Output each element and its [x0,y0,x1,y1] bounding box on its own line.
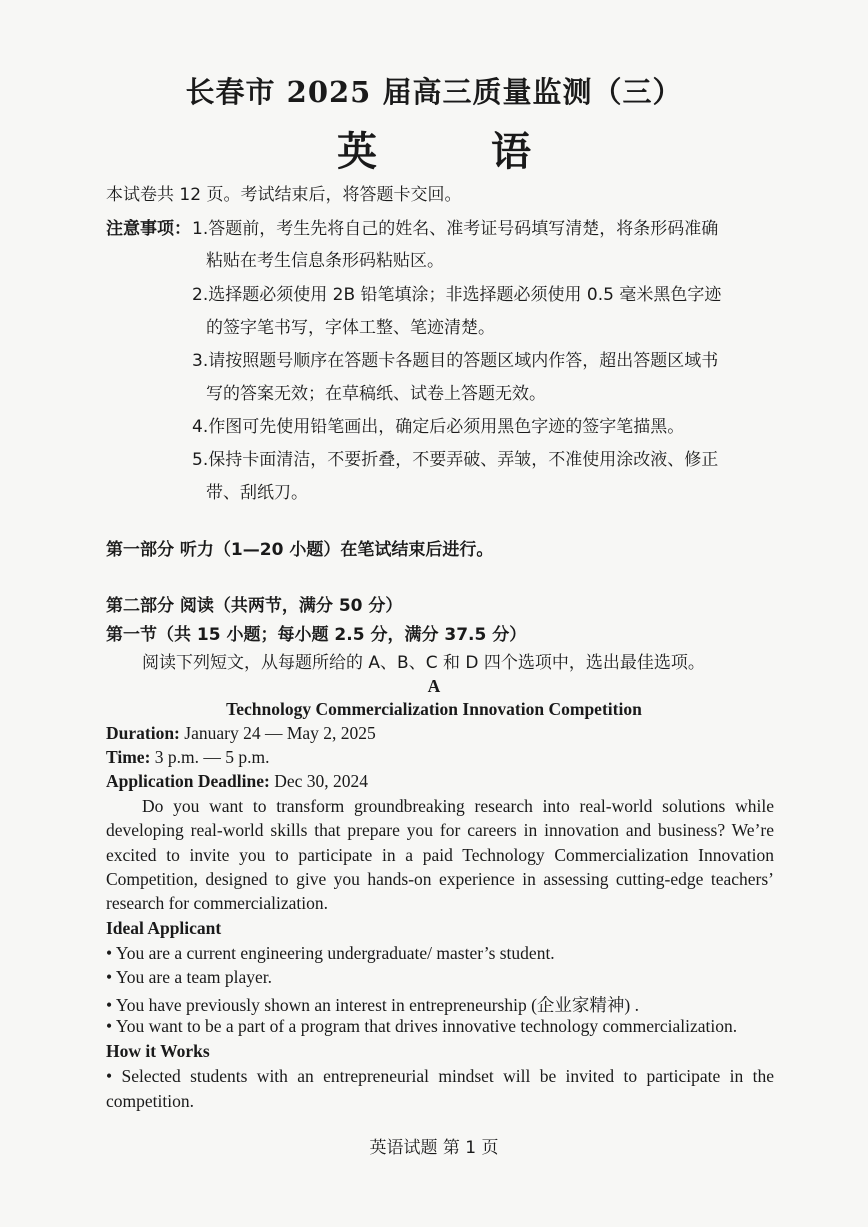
ideal-item-1: • You are a current engineering undergraduate/ master’s student. [106,943,555,963]
duration-value: January 24 — May 2, 2025 [179,723,376,743]
page-footer: 英语试题 第 1 页 [369,1138,499,1158]
deadline-value: Dec 30, 2024 [269,771,369,791]
paragraph-line-2: developing real-world skills that prepare you for careers in innovation and business? We’re [106,820,774,840]
subject-title: 英 语 [337,128,581,175]
duration-line [106,723,376,744]
note-item-5a: 5.保持卡面清洁，不要折叠，不要弄破、弄皱，不准使用涂改液、修正 [192,450,719,470]
section1-heading: 第一节（共 15 小题；每小题 2.5 分，满分 37.5 分） [106,625,527,645]
how-it-works-heading: How it Works [106,1041,210,1061]
ideal-item-2: • You are a team player. [106,967,273,987]
note-item-4: 4.作图可先使用铅笔画出，确定后必须用黑色字迹的签字笔描黑。 [192,417,685,437]
passage-title: Technology Commercialization Innovation Competition [226,699,642,719]
time-label: Time: [106,747,151,767]
ideal-item-4: • You want to be a part of a program that drives innovative technology commercialization. [106,1016,738,1036]
part2-heading: 第二部分 阅读（共两节，满分 50 分） [106,596,403,616]
reading-instruction: 阅读下列短文，从每题所给的 A、B、C 和 D 四个选项中，选出最佳选项。 [142,653,705,673]
paragraph-line-1: Do you want to transform groundbreaking research into real-world solutions while [142,796,774,816]
part1-heading: 第一部分 听力（1—20 小题）在笔试结束后进行。 [106,540,494,560]
note-item-1b: 粘贴在考生信息条形码粘贴区。 [206,251,444,271]
intro-text: 本试卷共 12 页。考试结束后，将答题卡交回。 [106,185,462,205]
passage-letter: A [427,676,441,696]
how-item-1b: competition. [106,1091,194,1111]
note-item-2a: 2.选择题必须使用 2B 铅笔填涂；非选择题必须使用 0.5 毫米黑色字迹 [192,285,722,305]
note-item-3b: 写的答案无效；在草稿纸、试卷上答题无效。 [206,384,546,404]
ideal-item-3: • You have previously shown an interest in entrepreneurship (企业家精神) . [106,995,639,1015]
paragraph-line-4: Competition, designed to give you hands-on experience in assessing cutting-edge teachers’ [106,869,774,889]
time-line [106,747,270,768]
notes-label: 注意事项： [106,219,191,239]
exam-title: 长春市 2025 届高三质量监测（三） [185,75,683,109]
note-item-2b: 的签字笔书写，字体工整、笔迹清楚。 [206,318,495,338]
note-item-5b: 带、刮纸刀。 [206,483,308,503]
paragraph-line-5: research for commercialization. [106,893,329,913]
note-item-3a: 3.请按照题号顺序在答题卡各题目的答题区域内作答，超出答题区域书 [192,351,719,371]
paragraph-line-3: excited to invite you to participate in a paid Technology Commercialization Innovation [106,845,774,865]
deadline-line [106,771,368,792]
time-value: 3 p.m. — 5 p.m. [150,747,270,767]
duration-label: Duration: [106,723,180,743]
deadline-label: Application Deadline: [106,771,270,791]
ideal-applicant-heading: Ideal Applicant [106,918,222,938]
how-item-1a: • Selected students with an entrepreneurial mindset will be invited to participate in the [106,1066,774,1086]
note-item-1a: 1.答题前，考生先将自己的姓名、准考证号码填写清楚，将条形码准确 [192,219,719,239]
